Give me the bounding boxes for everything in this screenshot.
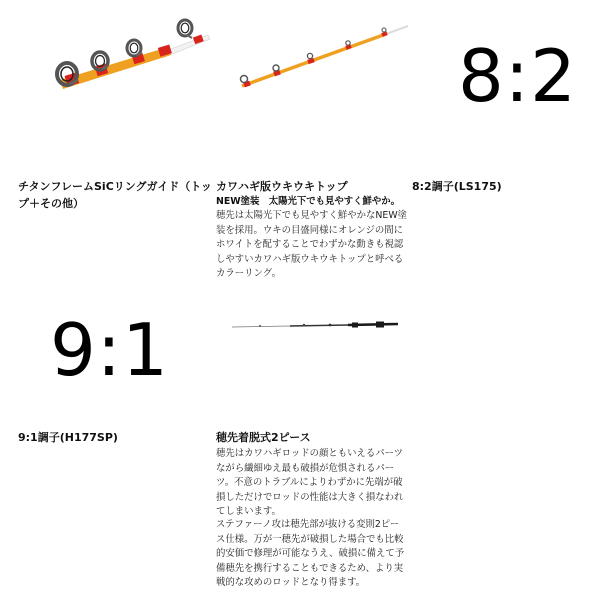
- action82-title: 8:2調子(LS175): [412, 180, 502, 193]
- ratio-8-2: 8:2: [458, 34, 577, 118]
- top-image: [234, 22, 410, 94]
- detach-body-1: 穂先はカワハギロッドの顔ともいえるパーツながら繊細ゆえ最も破損が危惧されるパーツ。不意のトラブルによりわずかに先端が破損しただけでロッドの性能は大きく損なわれてしまいます。: [216, 448, 404, 518]
- detach-title: 穂先着脱式2ピース: [216, 431, 311, 444]
- top-body: 穂先は太陽光下でも見やすく鮮やかなNEW塗装を採用。ウキの目盛同様にオレンジの間にホワイトを配することでわずかな動きも視認しやすいカワハギ版ウキウキトップと呼べるカラーリング。: [216, 210, 407, 280]
- top-title: カワハギ版ウキウキトップ: [216, 180, 348, 193]
- ratio-9-1: 9:1: [50, 308, 169, 392]
- action91-title: 9:1調子(H177SP): [18, 431, 118, 444]
- orange-rod-tip-photo-icon: [234, 22, 410, 94]
- guide-image: [40, 14, 210, 94]
- rod-guide-photo-icon: [40, 14, 210, 94]
- guide-title: チタンフレームSiCリングガイド（トップ＋その他）: [18, 180, 212, 210]
- top-subhead: NEW塗装 太陽光下でも見やすく鮮やか。: [216, 196, 400, 207]
- black-rod-photo-icon: [230, 318, 400, 332]
- detach-body-2: ステファーノ攻は穂先部が抜ける変則2ピース仕様。万が一穂先が破損した場合でも比較的安価で修理が可能なうえ、破損に備えて予備穂先を携行することもできるため、より実戦的な攻めのロッドとなり得ます。: [216, 519, 405, 589]
- detach-image: [230, 318, 400, 332]
